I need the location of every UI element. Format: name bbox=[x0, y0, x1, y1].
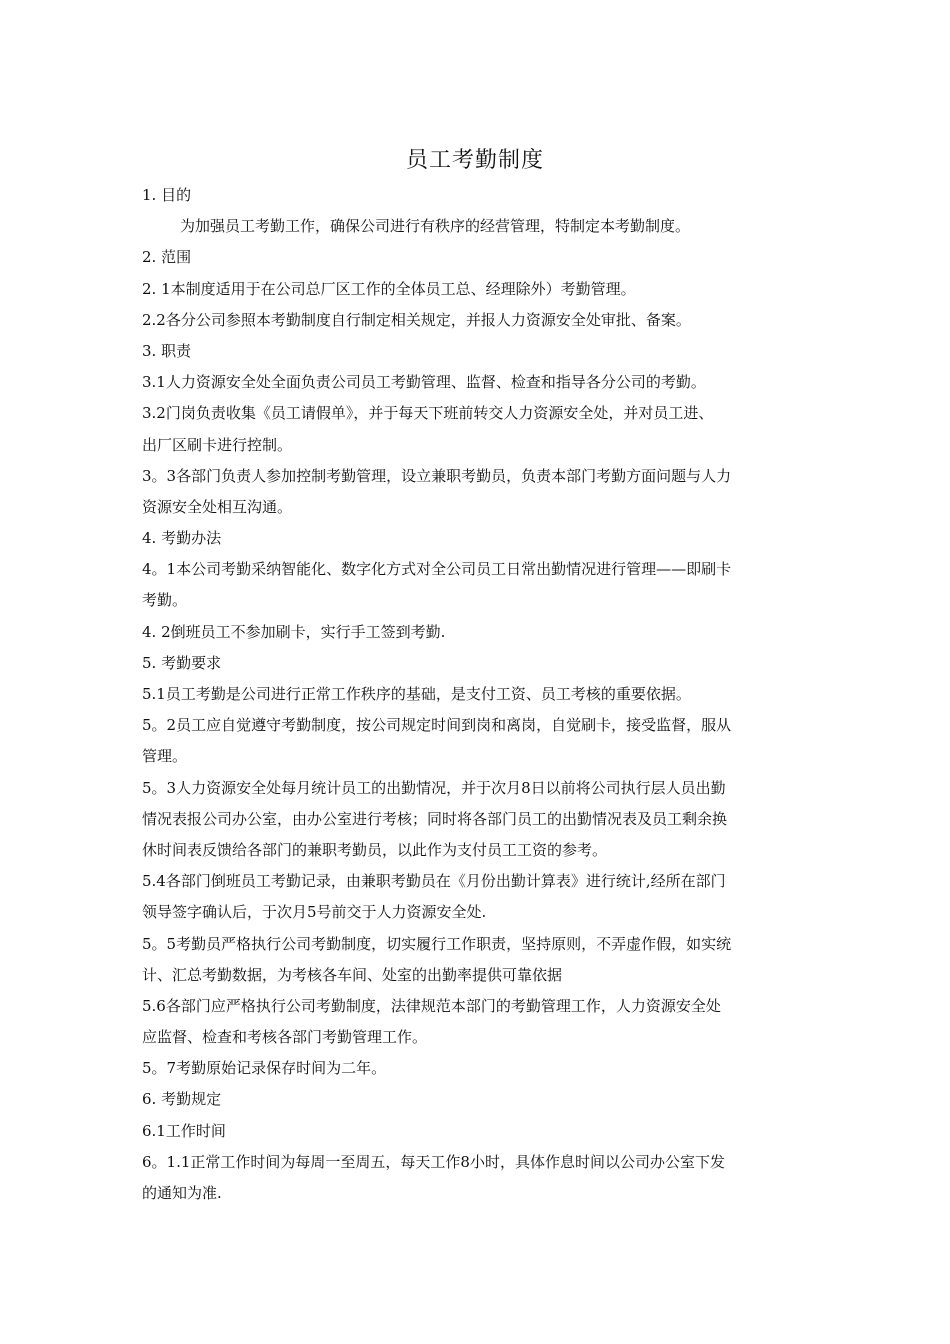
paragraph-line: 5.4各部门倒班员工考勤记录，由兼职考勤员在《月份出勤计算表》进行统计,经所在部门 bbox=[142, 872, 726, 891]
paragraph-line: 5。2员工应自觉遵守考勤制度，按公司规定时间到岗和离岗，自觉刷卡，接受监督，服从 bbox=[142, 716, 732, 735]
paragraph-line: 资源安全处相互沟通。 bbox=[142, 497, 293, 516]
paragraph-line: 3.1人力资源安全处全面负责公司员工考勤管理、监督、检查和指导各分公司的考勤。 bbox=[142, 373, 706, 392]
paragraph-line: 计、汇总考勤数据，为考核各车间、处室的出勤率提供可靠依据 bbox=[142, 965, 563, 984]
paragraph-line: 5。7考勤原始记录保存时间为二年。 bbox=[142, 1059, 387, 1078]
paragraph-line: 5.6各部门应严格执行公司考勤制度，法律规范本部门的考勤管理工作，人力资源安全处 bbox=[142, 996, 721, 1015]
paragraph-line: 管理。 bbox=[142, 747, 188, 766]
paragraph-line: 6。1.1正常工作时间为每周一至周五，每天工作8小时，具体作息时间以公司办公室下发 bbox=[142, 1152, 725, 1171]
paragraph-line: 领导签字确认后，于次月5号前交于人力资源安全处. bbox=[142, 903, 487, 922]
section-heading-purpose: 1. 目的 bbox=[142, 186, 192, 204]
paragraph-line: 2.2各分公司参照本考勤制度自行制定相关规定，并报人力资源安全处审批、备案。 bbox=[142, 310, 691, 329]
document-body bbox=[142, 180, 817, 1209]
section-heading-method: 4. 考勤办法 bbox=[142, 529, 222, 548]
paragraph-line: 的通知为准. bbox=[142, 1184, 222, 1202]
paragraph-line: 4。1本公司考勤采纳智能化、数字化方式对全公司员工日常出勤情况进行管理——即刷卡 bbox=[142, 560, 732, 579]
paragraph-line: 4. 2倒班员工不参加刷卡，实行手工签到考勤. bbox=[142, 622, 446, 641]
section-heading-rules: 6. 考勤规定 bbox=[142, 1090, 222, 1109]
paragraph-line: 出厂区刷卡进行控制。 bbox=[142, 435, 293, 454]
paragraph-line: 5。3人力资源安全处每月统计员工的出勤情况，并于次月8日以前将公司执行层人员出勤 bbox=[142, 778, 726, 797]
paragraph-line: 情况表报公司办公室，由办公室进行考核；同时将各部门员工的出勤情况表及员工剩余换 bbox=[142, 809, 728, 828]
document-title: 员工考勤制度 bbox=[405, 148, 544, 173]
paragraph-line: 5。5考勤员严格执行公司考勤制度，切实履行工作职责，坚持原则，不弄虚作假，如实统 bbox=[142, 934, 732, 953]
paragraph-purpose: 为加强员工考勤工作，确保公司进行有秩序的经营管理，特制定本考勤制度。 bbox=[180, 217, 691, 236]
paragraph-line: 考勤。 bbox=[142, 591, 188, 610]
section-heading-requirements: 5. 考勤要求 bbox=[142, 653, 222, 672]
paragraph-line: 应监督、检查和考核各部门考勤管理工作。 bbox=[142, 1028, 428, 1047]
paragraph-line: 休时间表反馈给各部门的兼职考勤员，以此作为支付员工工资的参考。 bbox=[142, 840, 608, 859]
subsection-heading-work-time: 6.1工作时间 bbox=[142, 1121, 226, 1140]
paragraph-line: 5.1员工考勤是公司进行正常工作秩序的基础，是支付工资、员工考核的重要依据。 bbox=[142, 685, 691, 703]
section-heading-duties: 3. 职责 bbox=[142, 341, 192, 360]
paragraph-line: 2. 1本制度适用于在公司总厂区工作的全体员工总、经理除外）考勤管理。 bbox=[142, 279, 636, 298]
paragraph-line: 3。3各部门负责人参加控制考勤管理，设立兼职考勤员，负责本部门考勤方面问题与人力 bbox=[142, 466, 732, 485]
paragraph-line: 3.2门岗负责收集《员工请假单》，并于每天下班前转交人力资源安全处，并对员工进、 bbox=[142, 404, 714, 423]
section-heading-scope: 2. 范围 bbox=[142, 248, 192, 267]
